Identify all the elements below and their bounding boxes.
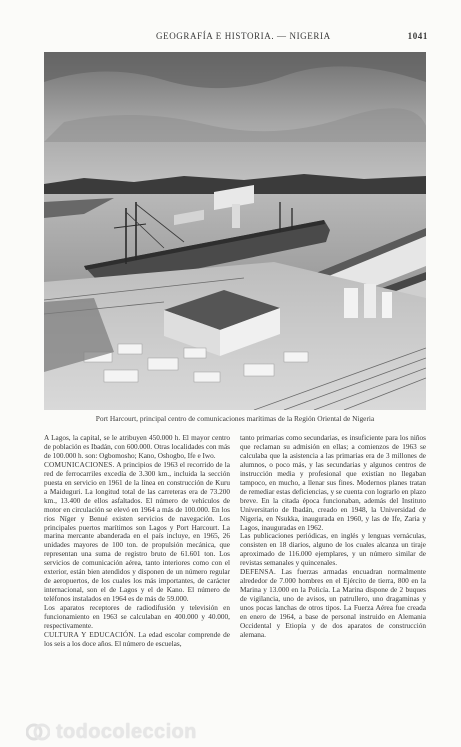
section-heading: COMUNICACIONES. <box>44 460 115 469</box>
section-heading: CULTURA Y EDUCACIÓN. <box>44 630 136 639</box>
paragraph <box>240 434 426 532</box>
running-title: GEOGRAFÍA E HISTORIA. — NIGERIA <box>156 31 331 41</box>
port-photograph <box>44 52 426 410</box>
paragraph-text: A principios de 1963 el recorrido de la red de ferrocarriles excedía de 3.300 km., incluida la sección puesta en servicio en 1961 de la línea en construcción de Kuru a Maiduguri. La longitud total de las carreteras era de 73.200 km., 13.400 de ellos asfaltados. El número de vehículos de motor en circulación se elevó en 1964 a más de 100.000. En los ríos Níger y Benué existen servicios de navegación. Los principales puertos marítimos son Lagos y Port Harcourt. La marina mercante abanderada en el país incluye, en 1965, 26 unidades mayores de 100 ton. de propulsión mecánica, que representan una suma de registro bruto de 61.601 ton. Los servicios de comunicación aérea, tanto interiores como con el exterior, están bien atendidos y disponen de un número regular de aeropuertos, de los cuales los más importantes, de carácter internacional, son el de Lagos y el de Kano. El número de teléfonos instalados en 1964 es de más de 59.000. <box>44 460 230 604</box>
watermark <box>26 722 436 744</box>
running-header <box>44 31 428 45</box>
paragraph <box>44 461 230 604</box>
paragraph-text: Los aparatos receptores de radiodifusión y televisión en funcionamiento en 1963 se calculaban en 400.000 y 40.000, respectivamente. <box>44 604 230 631</box>
watermark-text: todocoleccion <box>56 721 197 743</box>
paragraph <box>44 434 230 461</box>
paragraph <box>44 604 230 631</box>
text-column-right <box>240 434 426 640</box>
paragraph-text: tanto primarias como secundarias, es insuficiente para los niños que reclaman su admisión en ellas; a comienzos de 1963 se calculaba que la asistencia a las primarias era de 3 millones de alumnos, o poco más, y las secundarias y algunos centros de instrucción media y profesional que existían no llegaban tampoco, en mucho, a llenar sus fines. Modernos planes tratan de remediar estas deficiencias, y se cuenta con lograrlo en plazo breve. En la citada época funcionaban, además del Instituto Universitario de Ibadán, creado en 1948, la Universidad de Nigeria, en Nsukka, inaugurada en 1960, y las de Ife, Zaria y Lagos, inauguradas en 1962. <box>240 434 426 532</box>
paragraph-text: Las fuerzas armadas encuadran normalmente alrededor de 7.000 hombres en el Ejército de tierra, 800 en la Marina y 13.000 en la Policía. La Marina dispone de 2 buques de vigilancia, uno de avisos, un patrullero, uno dragaminas y unos pocas lanchas de otros tipos. La Fuerza Aérea fue creada en enero de 1964, a base de personal instruido en Alemania Occidental y Etiopía y de dos aparatos de construcción alemana. <box>240 568 426 639</box>
page-number: 1041 <box>407 31 428 41</box>
section-heading: DEFENSA. <box>240 568 277 577</box>
paragraph <box>44 631 230 649</box>
watermark-logo-icon <box>26 722 50 742</box>
text-column-left <box>44 434 230 649</box>
paragraph <box>240 532 426 568</box>
paragraph-text: Las publicaciones periódicas, en inglés y lenguas vernáculas, consisten en 18 diarios, alguno de los cuales alcanza un tiraje aproximado de 116.000 ejemplares, y un número similar de revistas semanales y quincenales. <box>240 532 426 568</box>
paragraph-text: A Lagos, la capital, se le atribuyen 450.000 h. El mayor centro de población es Ibadán, con 600.000. Otras localidades con más de 100.000 h. son: Ogbomosho; Kano, Oshogbo, Ife e Iwo. <box>44 434 230 460</box>
photo-caption: Port Harcourt, principal centro de comunicaciones marítimas de la Región Oriental de Nigeria <box>95 414 375 423</box>
paragraph-text: La edad escolar comprende de los seis a los doce años. El número de escuelas, <box>44 630 230 648</box>
paragraph <box>240 568 426 640</box>
